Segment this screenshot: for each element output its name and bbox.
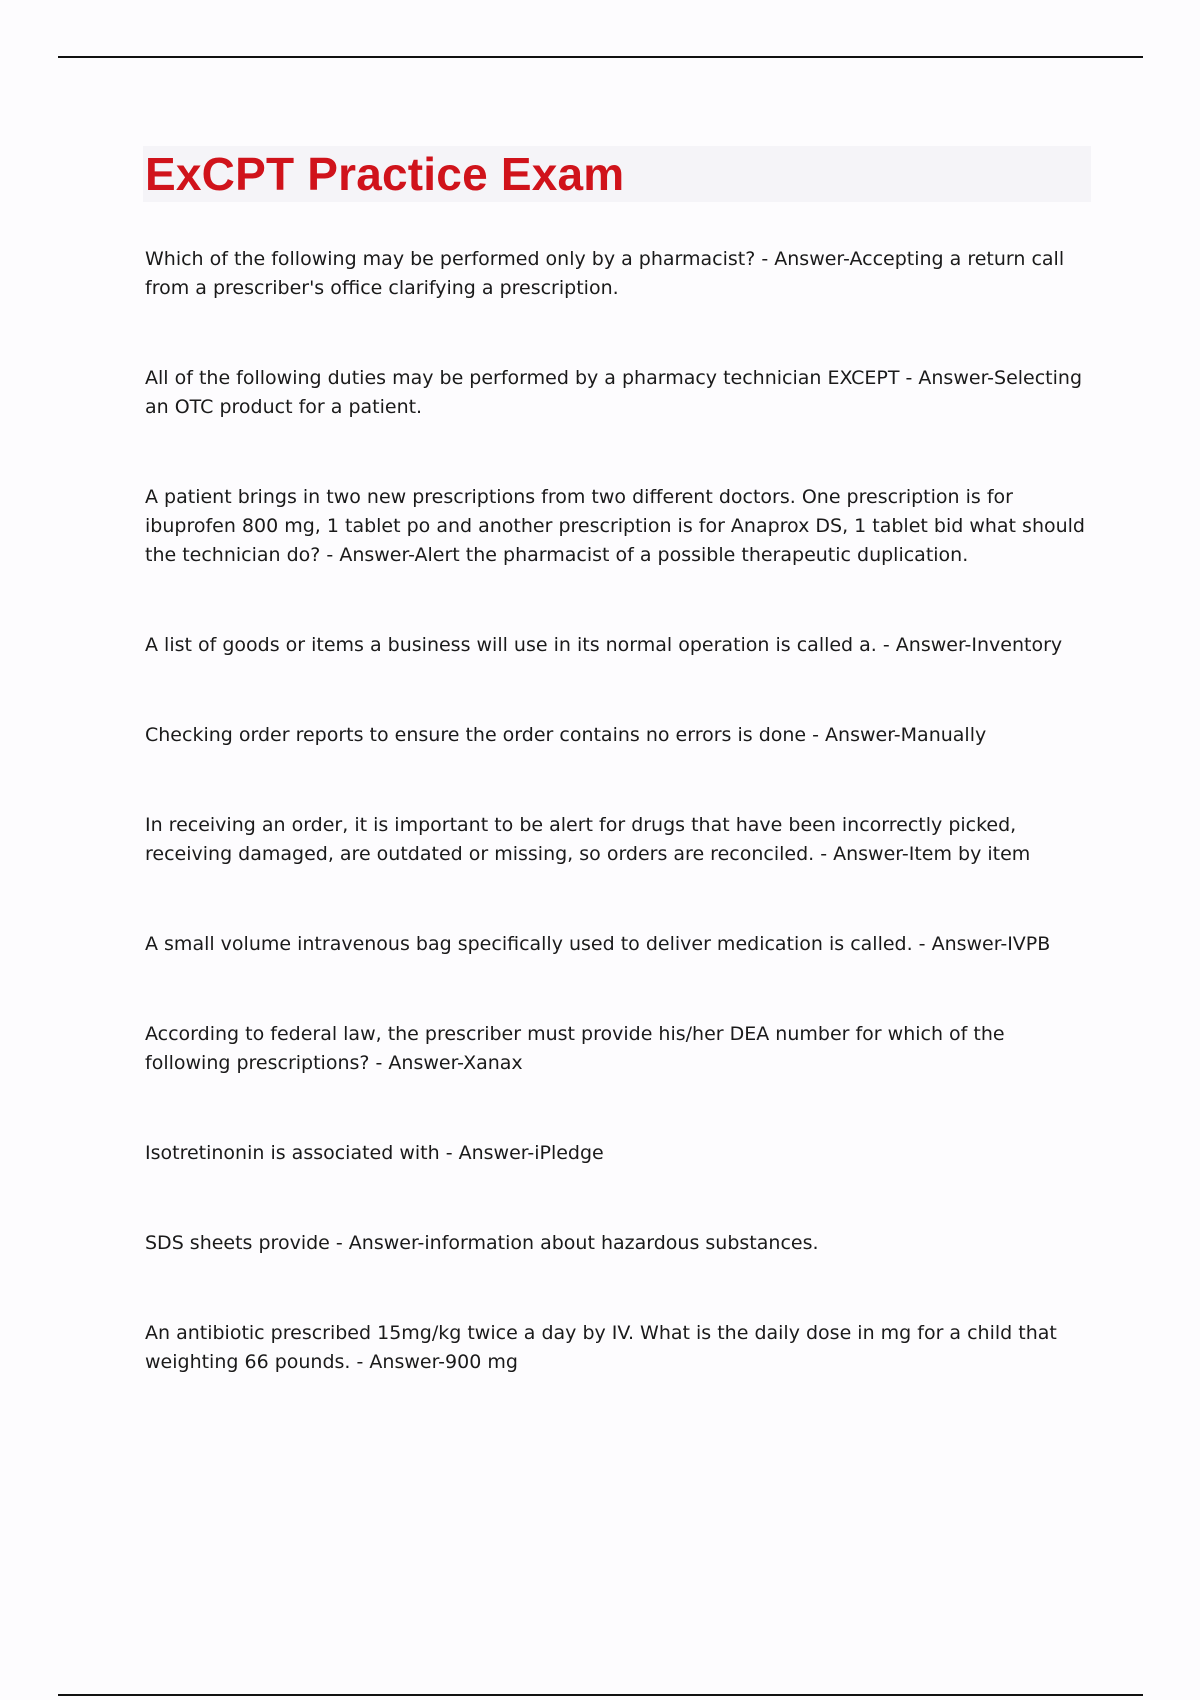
qa-item: All of the following duties may be performed by a pharmacy technician EXCEPT - Answer-Selecting an OTC product for a patient. (145, 367, 1083, 418)
top-rule (58, 56, 1143, 58)
question-list (145, 245, 1085, 1438)
page-title: ExCPT Practice Exam (145, 148, 625, 200)
qa-item: Checking order reports to ensure the order contains no errors is done - Answer-Manually (145, 724, 987, 746)
qa-item: Which of the following may be performed only by a pharmacist? - Answer-Accepting a return call from a prescriber's office clarifying a prescription. (145, 248, 1065, 299)
qa-item: A patient brings in two new prescriptions from two different doctors. One prescription is for ibuprofen 800 mg, 1 tablet po and another prescription is for Anaprox DS, 1 tablet bid what should the technician do? - Answer-Alert the pharmacist of a possible therapeutic duplication. (145, 486, 1085, 566)
qa-item: Isotretinonin is associated with - Answer-iPledge (145, 1142, 604, 1164)
qa-item: In receiving an order, it is important to be alert for drugs that have been incorrectly picked, receiving damaged, are outdated or missing, so orders are reconciled. - Answer-Item by item (145, 814, 1031, 865)
qa-item: According to federal law, the prescriber must provide his/her DEA number for which of the following prescriptions? - Answer-Xanax (145, 1023, 1005, 1074)
qa-item: SDS sheets provide - Answer-information about hazardous substances. (145, 1232, 819, 1254)
bottom-rule (58, 1694, 1143, 1696)
qa-item: A small volume intravenous bag specifically used to deliver medication is called. - Answer-IVPB (145, 933, 1051, 955)
qa-item: An antibiotic prescribed 15mg/kg twice a day by IV. What is the daily dose in mg for a child that weighting 66 pounds. - Answer-900 mg (145, 1322, 1057, 1373)
qa-item: A list of goods or items a business will use in its normal operation is called a. - Answer-Inventory (145, 634, 1063, 656)
